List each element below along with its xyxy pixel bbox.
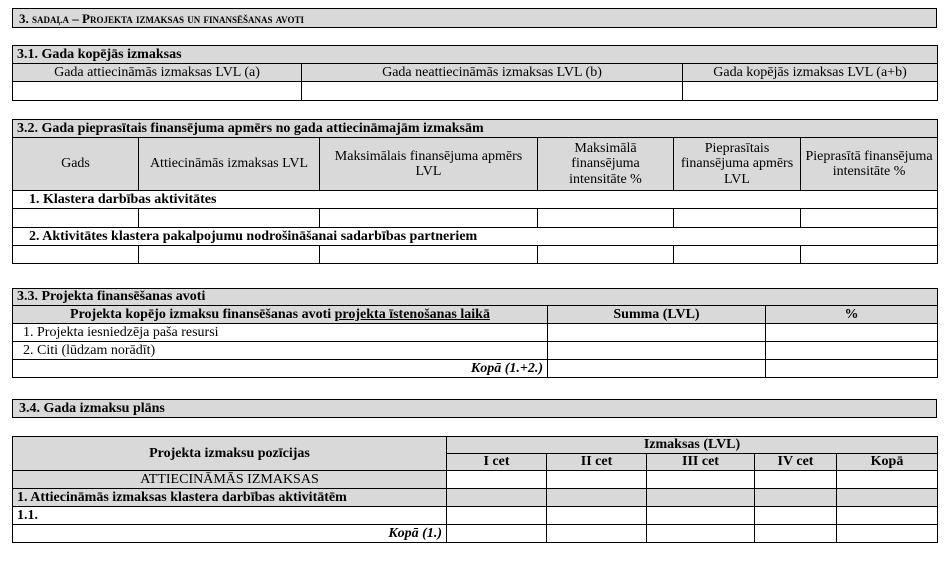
col-requested-intensity: Pieprasītā finansējuma intensitāte % <box>801 138 938 191</box>
input-cell[interactable] <box>755 525 837 543</box>
section-3-4-header <box>12 399 937 418</box>
section-title: sadaļa – Projekta izmaksas un finansēšanas avoti <box>32 11 304 26</box>
table-3-4 <box>12 436 938 543</box>
col-costs: Izmaksas (LVL) <box>447 437 938 454</box>
input-ineligible-costs[interactable] <box>302 82 683 101</box>
input-cell[interactable] <box>547 471 647 489</box>
row-eligible-cluster: 1. Attiecināmās izmaksas klastera darbības aktivitātēm <box>13 489 447 507</box>
section-number: 3. <box>19 11 29 26</box>
input-cell[interactable] <box>755 489 837 507</box>
col-percent: % <box>766 306 938 324</box>
input-cell[interactable] <box>547 525 647 543</box>
col-eligible: Attiecināmās izmaksas LVL <box>139 138 320 191</box>
input-cell[interactable] <box>13 246 139 264</box>
input-cell[interactable] <box>447 507 547 525</box>
row-partner-services: 2. Aktivitātes klastera pakalpojumu nodrošināšanai sadarbības partneriem <box>13 228 938 246</box>
table-3-3-title: 3.3. Projekta finansēšanas avoti <box>13 289 938 306</box>
input-cell[interactable] <box>320 209 538 228</box>
row-cluster-activities: 1. Klastera darbības aktivitātes <box>13 191 938 209</box>
input-cell[interactable] <box>674 246 801 264</box>
col-requested-funding: Pieprasītais finansējuma apmērs LVL <box>674 138 801 191</box>
table-3-3 <box>12 288 938 378</box>
input-cell[interactable] <box>674 209 801 228</box>
section-3-4-title: 3.4. Gada izmaksu plāns <box>19 401 165 416</box>
row-eligible-heading: ATTIECINĀMĀS IZMAKSAS <box>13 471 447 489</box>
input-cell[interactable] <box>547 489 647 507</box>
input-eligible-costs[interactable] <box>13 82 302 101</box>
input-cell[interactable] <box>548 324 766 342</box>
table-3-1-title: 3.1. Gada kopējās izmaksas <box>13 46 938 64</box>
col-total: Kopā <box>837 454 938 471</box>
col-total-costs: Gada kopējās izmaksas LVL (a+b) <box>683 64 938 82</box>
input-cell[interactable] <box>837 507 938 525</box>
row-1-1: 1.1. <box>13 507 447 525</box>
col-funding-sources <box>13 306 548 324</box>
input-cell[interactable] <box>320 246 538 264</box>
input-cell[interactable] <box>766 324 938 342</box>
input-cell[interactable] <box>801 209 938 228</box>
input-cell[interactable] <box>447 525 547 543</box>
input-cell[interactable] <box>755 507 837 525</box>
table-3-2 <box>12 119 938 264</box>
input-cell[interactable] <box>547 507 647 525</box>
input-cell[interactable] <box>766 360 938 378</box>
input-cell[interactable] <box>139 209 320 228</box>
col-q4: IV cet <box>755 454 837 471</box>
row-other-sources: 2. Citi (lūdzam norādīt) <box>13 342 548 360</box>
col-funding-sources-text: Projekta kopējo izmaksu finansēšanas avoti <box>70 306 335 322</box>
col-q1: I cet <box>447 454 547 471</box>
section-3-header <box>12 8 937 28</box>
col-eligible-costs: Gada attiecināmās izmaksas LVL (a) <box>13 64 302 82</box>
input-total-costs[interactable] <box>683 82 938 101</box>
input-cell[interactable] <box>837 471 938 489</box>
input-cell[interactable] <box>837 489 938 507</box>
table-3-1 <box>12 45 938 101</box>
input-cell[interactable] <box>647 471 755 489</box>
input-cell[interactable] <box>647 525 755 543</box>
input-cell[interactable] <box>13 209 139 228</box>
col-funding-sources-underlined: projekta īstenošanas laikā <box>334 306 490 322</box>
table-3-2-title: 3.2. Gada pieprasītais finansējuma apmērs no gada attiecināmajām izmaksām <box>13 120 938 138</box>
input-cell[interactable] <box>538 246 674 264</box>
input-cell[interactable] <box>647 507 755 525</box>
row-total: Kopā (1.+2.) <box>13 360 548 378</box>
col-q3: III cet <box>647 454 755 471</box>
col-ineligible-costs: Gada neattiecināmās izmaksas LVL (b) <box>302 64 683 82</box>
input-cell[interactable] <box>801 246 938 264</box>
input-cell[interactable] <box>538 209 674 228</box>
input-cell[interactable] <box>447 471 547 489</box>
col-q2: II cet <box>547 454 647 471</box>
col-max-funding: Maksimālais finansējuma apmērs LVL <box>320 138 538 191</box>
input-cell[interactable] <box>139 246 320 264</box>
col-max-intensity: Maksimālā finansējuma intensitāte % <box>538 138 674 191</box>
row-own-resources: 1. Projekta iesniedzēja paša resursi <box>13 324 548 342</box>
col-sum: Summa (LVL) <box>548 306 766 324</box>
col-year: Gads <box>13 138 139 191</box>
input-cell[interactable] <box>447 489 547 507</box>
row-total-1: Kopā (1.) <box>13 525 447 543</box>
input-cell[interactable] <box>755 471 837 489</box>
input-cell[interactable] <box>647 489 755 507</box>
input-cell[interactable] <box>548 360 766 378</box>
col-cost-positions: Projekta izmaksu pozīcijas <box>13 437 447 471</box>
input-cell[interactable] <box>548 342 766 360</box>
input-cell[interactable] <box>837 525 938 543</box>
input-cell[interactable] <box>766 342 938 360</box>
